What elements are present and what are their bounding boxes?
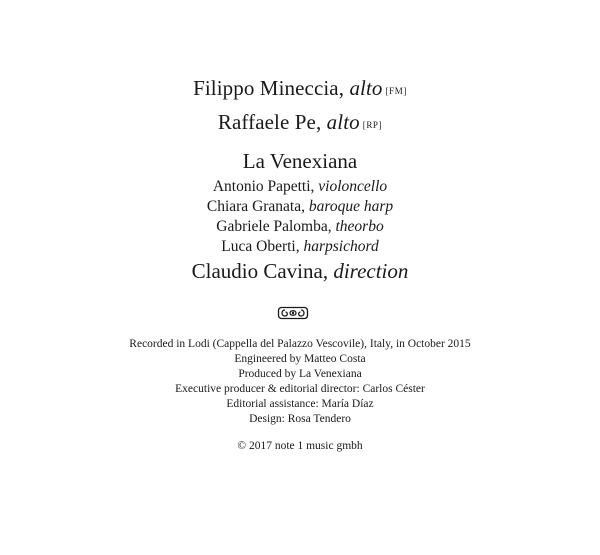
member-name: Gabriele Palomba bbox=[216, 218, 328, 235]
credit-producer: Produced by La Venexiana bbox=[238, 368, 362, 380]
separator: , bbox=[322, 259, 334, 283]
member-name: Chiara Granata bbox=[206, 198, 302, 215]
member-role: violoncello bbox=[318, 178, 388, 195]
director-name: Claudio Cavina bbox=[191, 259, 323, 283]
member-role: theorbo bbox=[335, 218, 384, 235]
separator: , bbox=[301, 198, 309, 215]
performer-tag: [FM] bbox=[385, 86, 407, 96]
member-role: harpsichord bbox=[303, 238, 379, 255]
member-name: Luca Oberti bbox=[221, 238, 296, 255]
member-name: Antonio Papetti bbox=[212, 178, 311, 195]
separator: , bbox=[295, 238, 304, 255]
credit-editorial-assistance: Editorial assistance: María Díaz bbox=[226, 398, 374, 410]
credit-recording: Recorded in Lodi (Cappella del Palazzo Vescovile), Italy, in October 2015 bbox=[129, 338, 471, 350]
performer-name: Filippo Mineccia bbox=[193, 76, 339, 100]
separator: , bbox=[338, 76, 350, 100]
separator: , bbox=[310, 178, 319, 195]
copyright-notice: © 2017 note 1 music gmbh bbox=[237, 440, 363, 452]
credit-design: Design: Rosa Tendero bbox=[249, 413, 351, 425]
director-role: direction bbox=[333, 259, 409, 283]
fleuron-ornament-icon bbox=[277, 305, 309, 321]
member-role: baroque harp bbox=[308, 198, 394, 215]
separator: , bbox=[327, 218, 336, 235]
performer-line-pe bbox=[0, 110, 600, 135]
director-line bbox=[0, 259, 600, 284]
ensemble-member bbox=[0, 178, 600, 196]
performer-tag: [RP] bbox=[362, 120, 383, 130]
separator: , bbox=[315, 110, 327, 134]
ensemble-name: La Venexiana bbox=[242, 149, 358, 173]
ensemble-member bbox=[0, 238, 600, 256]
performer-voice: alto bbox=[326, 110, 360, 134]
performer-name: Raffaele Pe bbox=[217, 110, 316, 134]
performer-voice: alto bbox=[349, 76, 383, 100]
credit-engineer: Engineered by Matteo Costa bbox=[234, 353, 366, 365]
ensemble-member bbox=[0, 198, 600, 216]
ensemble-member bbox=[0, 218, 600, 236]
credit-executive-producer: Executive producer & editorial director: Carlos Céster bbox=[175, 383, 425, 395]
performer-line-mineccia bbox=[0, 76, 600, 101]
